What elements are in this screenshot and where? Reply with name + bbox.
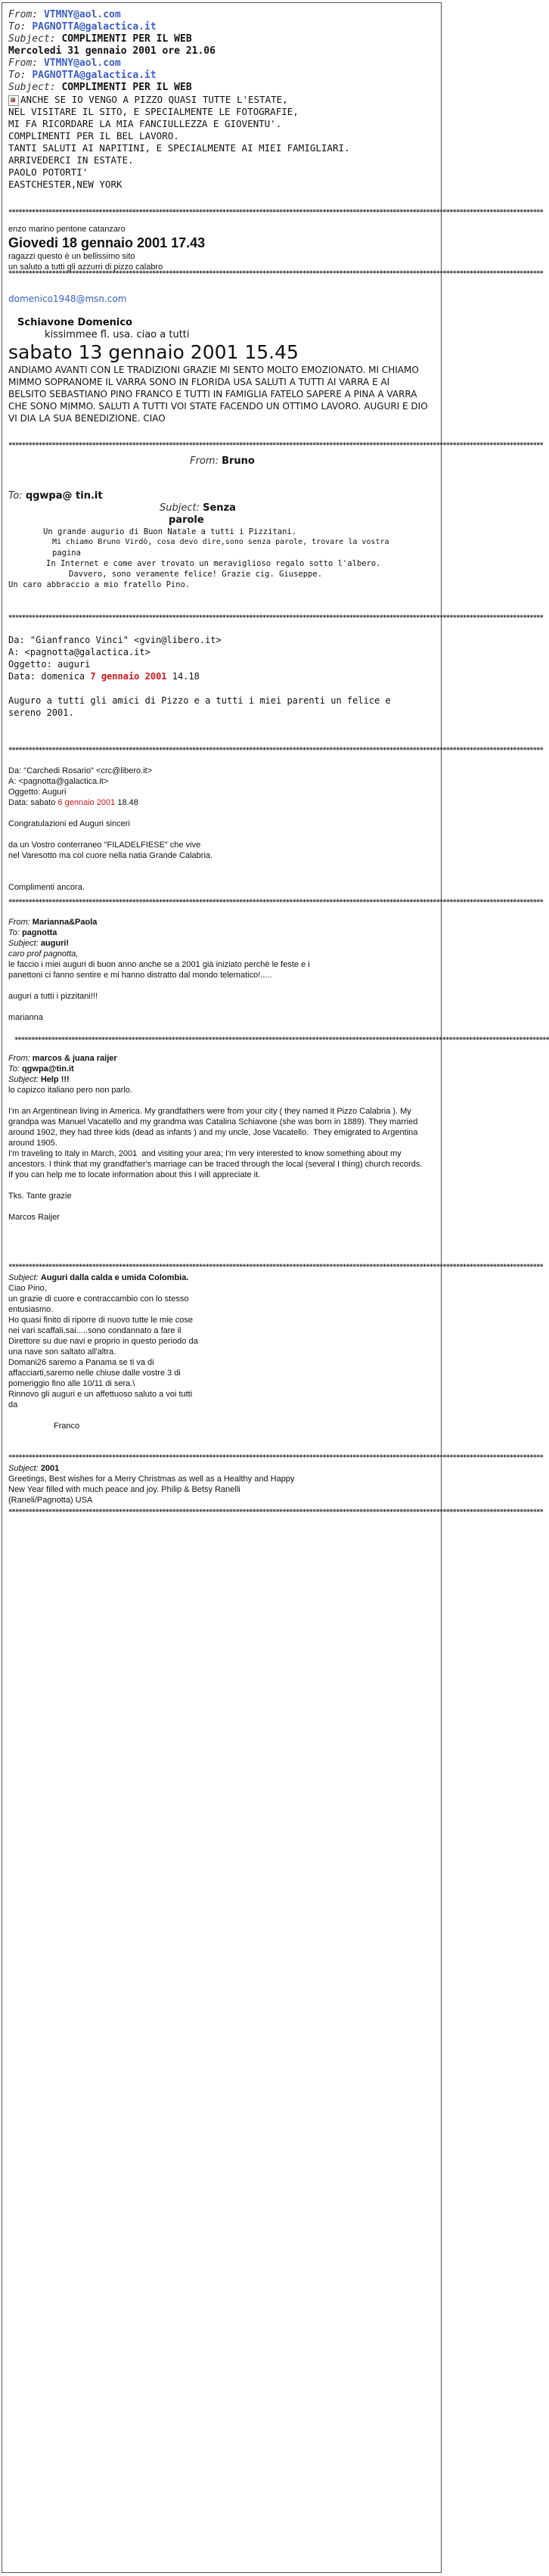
to-label: To: (8, 490, 23, 502)
body-line: Ciao Pino, (8, 1284, 47, 1293)
sender-email[interactable]: domenico1948@msn.com (8, 294, 127, 304)
message-date: Giovedi 18 gennaio 2001 17.43 (8, 235, 206, 250)
message-2 (8, 57, 436, 191)
to-line: A: <pagnotta@galactica.it> (8, 647, 150, 657)
message-5 (8, 455, 436, 590)
body-line: New Year filled with much peace and joy. Philip & Betsy Ranelli (8, 1485, 240, 1494)
from-line (8, 917, 436, 928)
message-6 (8, 634, 436, 719)
message-9 (8, 1053, 436, 1223)
separator: **************************************************************************************************************************************************************** (8, 1454, 543, 1462)
to-label: To: (8, 928, 20, 937)
subject-line: Oggetto: Auguri (8, 788, 67, 797)
message-4 (8, 294, 436, 424)
message-11 (8, 1463, 436, 1506)
to-line (8, 21, 436, 33)
subject-label: Subject: (8, 33, 56, 45)
time-value: 18.48 (115, 798, 138, 807)
message-body (8, 94, 436, 191)
time-value: 14.18 (166, 671, 200, 682)
to-label: To: (8, 21, 26, 33)
body-line: pomeriggio fino alle 10/11 di sera.\ (8, 1379, 135, 1388)
message-body: ANDIAMO AVANTI CON LE TRADIZIONI GRAZIE MI SENTO MOLTO EMOZIONATO. MI CHIAMO MIMMO SOPRANOME IL VARRA SONO IN FLORIDA USA SALUTI A TUTTI AI VARRA E AI BELSITO SEBASTIANO PINO FRANCO E TUTTI IN FAMIGLIA FATELO SAPERE A PINA A VARRA CHE SONO MIMMO. SALUTI A TUTTI VOI STATE FACENDO UN OTTIMO LAVORO. AUGURI E DIO VI DIA LA SUA BENEDIZIONE. CIAO (8, 365, 428, 424)
body-line: Ho quasi finito di riporre di nuovo tutte le mie cose (8, 1316, 193, 1325)
from-label: From: (8, 1054, 30, 1063)
sender-line: enzo marino pentone catanzaro (8, 225, 126, 234)
to-email[interactable]: PAGNOTTA@galactica.it (32, 70, 157, 81)
message-7 (8, 766, 436, 893)
subject-text: Senza (203, 502, 236, 514)
body-line: panettoni ci fanno sentire e mi hanno distratto dal mondo telematico!..... (8, 971, 272, 980)
message-8 (8, 917, 436, 1023)
subject-text: Help !!! (40, 1075, 70, 1084)
separator: **************************************************************************************************************************************************************** (8, 747, 543, 754)
subject-text: auguri! (40, 939, 70, 948)
to-line (8, 1064, 436, 1074)
body-line: affacciarti,saremo nelle chiuse dalle vostre 3 di (8, 1369, 181, 1378)
body-line: Domani26 saremo a Panama se ti va di (8, 1358, 154, 1367)
to-label: To: (8, 70, 26, 81)
subject-line (160, 502, 436, 514)
subject-line (8, 1463, 436, 1474)
body-line: In Internet e come aver trovato un meraviglioso regalo sotto l'albero. (46, 559, 381, 568)
body-line: ARRIVEDERCI IN ESTATE. (8, 154, 134, 166)
message-date: Mercoledi 31 gennaio 2001 ore 21.06 (8, 45, 216, 57)
body-line: Greetings, Best wishes for a Merry Christmas as well as a Healthy and Happy (8, 1474, 295, 1484)
subject-line (8, 33, 436, 45)
body-line: una nave son saltato all'altra. (8, 1347, 116, 1356)
date-value: 7 gennaio 2001 (90, 671, 167, 682)
from-name: Marianna&Paola (32, 918, 98, 927)
from-line: Da: "Gianfranco Vinci" <gvin@libero.it> (8, 635, 222, 645)
body-line: Un grande augurio di Buon Natale a tutti i Pizzitani. (43, 527, 297, 536)
from-line (8, 9, 436, 21)
body-line: lo capizco italiano pero non parlo. (8, 1086, 132, 1095)
body-line: Rinnovo gli auguri e un affettuoso saluto a voi tutti (8, 1390, 193, 1399)
date-label: Data: sabato (8, 798, 58, 807)
body-line: un saluto a tutti gli azzurri di pizzo calabro (8, 263, 163, 272)
from-email[interactable]: VTMNY@aol.com (43, 9, 121, 20)
subject-label: Subject: (8, 1464, 39, 1473)
from-email[interactable]: VTMNY@aol.com (43, 57, 121, 69)
message-body (8, 527, 436, 590)
body-line: le faccio i miei auguri di buon anno anche se a 2001 già iniziato perchè le feste e i (8, 960, 310, 969)
to-label: To: (8, 1064, 20, 1074)
sender-place: kissimmee fl. usa. ciao a tutti (45, 329, 190, 340)
subject-text-2: parole (169, 514, 204, 526)
message-body: Auguro a tutti gli amici di Pizzo e a tutti i miei parenti un felice e sereno 2001. (8, 695, 391, 718)
to-email[interactable]: qgwpa@tin.it (21, 1064, 74, 1074)
body-line: (Raneli/Pagnotta) USA (8, 1496, 93, 1505)
sender-name: Schiavone Domenico (17, 317, 132, 328)
from-name: marcos & juana raijer (32, 1054, 117, 1063)
subject-label: Subject: (8, 82, 56, 93)
thanks-line: Tks. Tante grazie (8, 1192, 72, 1201)
message-3 (8, 224, 436, 272)
subject-label: Subject: (8, 939, 39, 948)
to-line (8, 928, 436, 938)
separator: **************************************************************************************************************************************************************** (8, 899, 543, 906)
subject-text: COMPLIMENTI PER IL WEB (61, 82, 192, 93)
body-line: caro prof pagnotta, (8, 949, 79, 959)
date-value: 6 gennaio 2001 (57, 798, 116, 807)
date-line (8, 670, 436, 682)
from-line: Da: "Carchedi Rosario" <crc@libero.it> (8, 766, 153, 775)
body-line: nei vari scaffali,sai.....sono condannato a fare il (8, 1326, 181, 1335)
signature: marianna (8, 1013, 43, 1022)
to-name: pagnotta (21, 928, 57, 937)
from-label: From: (8, 57, 39, 69)
separator: **************************************************************************************************************************************************************** (8, 442, 543, 449)
subject-line: Oggetto: auguri (8, 659, 91, 670)
to-email[interactable]: qgwpa@ tin.it (25, 490, 103, 502)
separator: **************************************************************************************************************************************************************** (8, 1263, 543, 1271)
broken-image-icon (8, 95, 19, 106)
message-body: I'm an Argentinean living in America. My grandfathers were from your city ( they named it Pizzo Calabria ). My grandpa was Manuel Vacatello and my grandma was Catalina Schiavone (she was born in 1889). They married around 1902, they had three kids (dead as infants ) and my uncle, Jose Vacatello. They emigrated to Argentina around 1905. I'm traveling to Italy in March, 2001 and visiting your area; I'm very interested to know something about my ancestors. I think that my grandfather's marriage can be traced through the local (several I thing) church records. If you can help me to locate information about this I will appreciate it. (8, 1107, 423, 1179)
body-line: PAOLO POTORTI' (8, 166, 88, 178)
body-line: TANTI SALUTI AI NAPITINI, E SPECIALMENTE AI MIEI FAMIGLIARI. (8, 142, 350, 154)
from-name: Bruno (222, 455, 255, 467)
body-line: auguri a tutti i pizzitani!!! (8, 992, 98, 1001)
body-line: pagina (52, 548, 81, 558)
body-line: EASTCHESTER,NEW YORK (8, 179, 123, 190)
subject-line (8, 938, 436, 949)
body-line: Congratulazioni ed Auguri sinceri (8, 819, 130, 828)
body-line: Mi chiamo Bruno Virdò, cosa devo dire,sono senza parole, trovare la vostra (52, 538, 389, 546)
separator: **************************************************************************************************************************************************************** (8, 614, 543, 622)
body-line: nel Varesotto ma col cuore nella natia Grande Calabria. (8, 851, 213, 860)
subject-line (8, 1074, 436, 1085)
subject-label: Subject: (8, 1273, 39, 1282)
date-line (8, 797, 436, 808)
body-line: Direttore su due navi e proprio in questo periodo da (8, 1337, 198, 1346)
from-line (8, 455, 436, 468)
date-label: Data: domenica (8, 671, 91, 682)
to-line (8, 490, 436, 502)
body-line: ANCHE SE IO VENGO A PIZZO QUASI TUTTE L'ESTATE, (8, 94, 436, 106)
body-line: Complimenti ancora. (8, 883, 85, 892)
body-line: COMPLIMENTI PER IL BEL LAVORO. (8, 130, 179, 141)
guestbook-frame (2, 2, 549, 2573)
body-line: entusiasmo. (8, 1305, 54, 1314)
subject-line (8, 1272, 436, 1283)
separator: **************************************************************************************************************************************************************** (8, 1509, 543, 1516)
separator: **************************************************************************************************************************************************************** (8, 209, 543, 216)
to-line: A: <pagnotta@galactica.it> (8, 777, 109, 786)
body-line: un grazie di cuore e contraccambio con lo stesso (8, 1294, 189, 1304)
subject-text: 2001 (40, 1464, 60, 1473)
subject-label: Subject: (160, 502, 200, 514)
subject-label: Subject: (8, 1075, 39, 1084)
signature: Franco (54, 1422, 80, 1431)
body-line: ragazzi questo è un bellissimo sito (8, 252, 135, 261)
subject-line (8, 82, 436, 94)
body-line: Davvero, sono veramente felice! Grazie cig. Giuseppe. (69, 570, 323, 579)
from-line (8, 57, 436, 70)
message-10 (8, 1272, 436, 1431)
subject-text: Auguri dalla calda e umida Colombia. (40, 1273, 189, 1282)
body-line: MI FA RICORDARE LA MIA FANCIULLEZZA E GIOVENTU'. (8, 118, 282, 129)
body-line: da (8, 1400, 18, 1409)
from-line (8, 1053, 436, 1064)
signature: Marcos Raijer (8, 1213, 60, 1222)
to-line (8, 70, 436, 82)
from-label: From: (8, 918, 30, 927)
body-line: da un Vostro conterraneo "FILADELFIESE" che vive (8, 841, 201, 850)
from-label: From: (8, 9, 39, 20)
subject-text: COMPLIMENTI PER IL WEB (61, 33, 192, 45)
body-line: Un caro abbraccio a mio fratello Pino. (8, 580, 191, 589)
to-email[interactable]: PAGNOTTA@galactica.it (32, 21, 157, 33)
separator: **************************************************************************************************************************************************************** (14, 1036, 549, 1044)
message-1 (8, 9, 436, 57)
separator: **************************************************************************************************************************************************************** (8, 270, 543, 278)
message-date: sabato 13 gennaio 2001 15.45 (8, 341, 299, 363)
from-label: From: (190, 455, 219, 467)
body-line: NEL VISITARE IL SITO, E SPECIALMENTE LE FOTOGRAFIE, (8, 106, 299, 117)
